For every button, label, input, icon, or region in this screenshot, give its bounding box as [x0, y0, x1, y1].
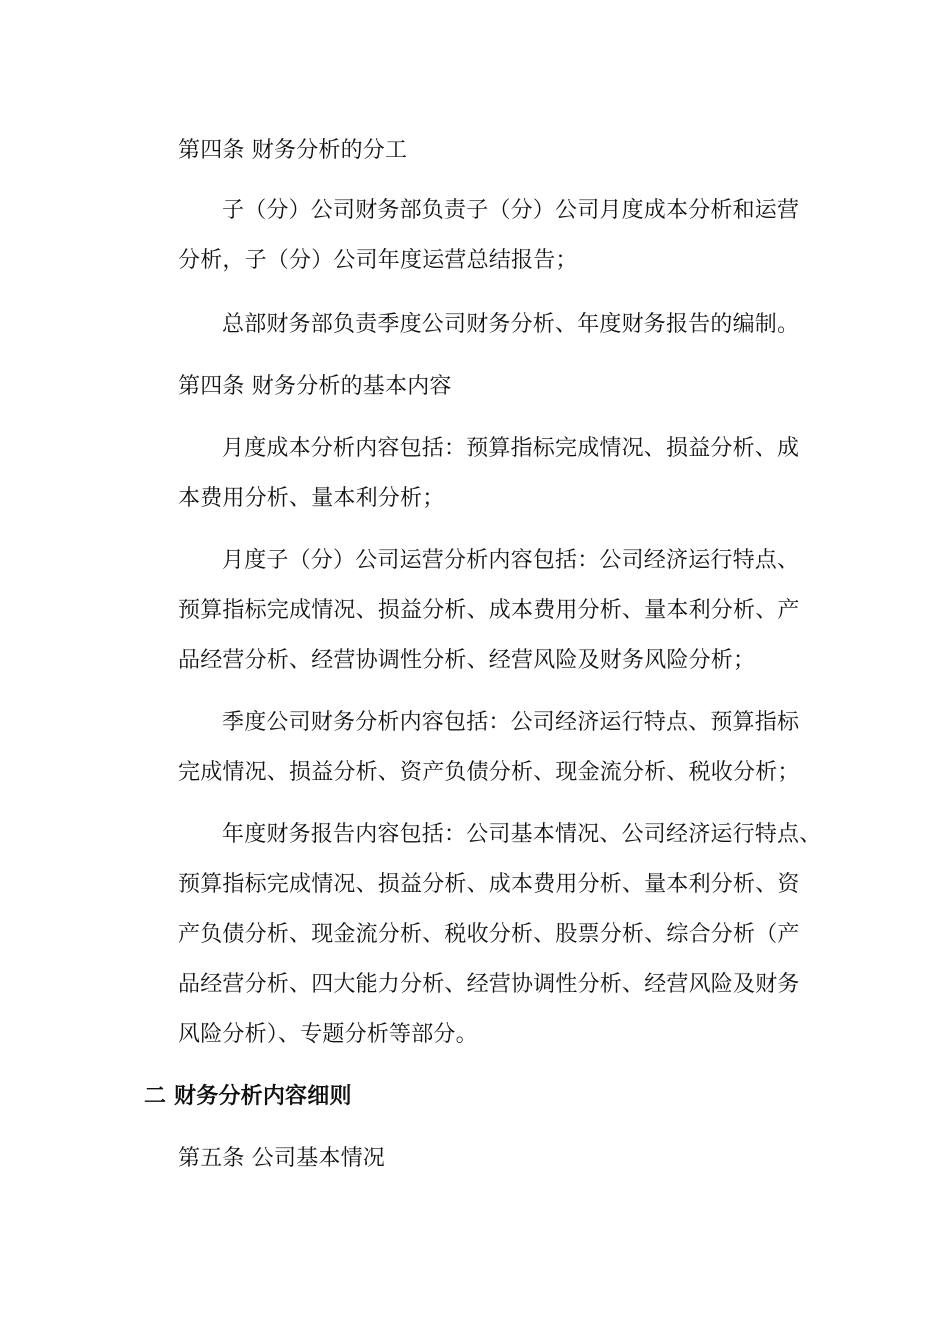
- paragraph-line: 产负债分析、现金流分析、税收分析、股票分析、综合分析（产: [178, 922, 800, 947]
- article-heading-division: 第四条 财务分析的分工: [178, 138, 408, 163]
- paragraph-line: 风险分析）、专题分析等部分。: [178, 1022, 478, 1047]
- article-heading-basic: 第五条 公司基本情况: [178, 1146, 385, 1171]
- paragraph-line: 完成情况、损益分析、资产负债分析、现金流分析、税收分析；: [178, 760, 800, 785]
- paragraph-line: 月度子（分）公司运营分析内容包括：公司经济运行特点、: [222, 548, 800, 573]
- paragraph-line: 预算指标完成情况、损益分析、成本费用分析、量本利分析、产: [178, 598, 800, 623]
- paragraph-line: 本费用分析、量本利分析；: [178, 486, 445, 511]
- paragraph-line: 品经营分析、经营协调性分析、经营风险及财务风险分析；: [178, 648, 756, 673]
- section-heading-two: 二 财务分析内容细则: [144, 1084, 352, 1109]
- paragraph-line: 季度公司财务分析内容包括：公司经济运行特点、预算指标: [222, 710, 800, 735]
- paragraph-line: 分析，子（分）公司年度运营总结报告；: [178, 248, 578, 273]
- paragraph-line: 子（分）公司财务部负责子（分）公司月度成本分析和运营: [222, 198, 800, 223]
- paragraph-line: 预算指标完成情况、损益分析、成本费用分析、量本利分析、资: [178, 872, 800, 897]
- paragraph-line: 总部财务部负责季度公司财务分析、年度财务报告的编制。: [222, 312, 800, 337]
- paragraph-line: 月度成本分析内容包括：预算指标完成情况、损益分析、成: [222, 436, 800, 461]
- article-heading-content: 第四条 财务分析的基本内容: [178, 374, 452, 399]
- paragraph-line: 年度财务报告内容包括：公司基本情况、公司经济运行特点、: [222, 822, 822, 847]
- paragraph-line: 品经营分析、四大能力分析、经营协调性分析、经营风险及财务: [178, 972, 800, 997]
